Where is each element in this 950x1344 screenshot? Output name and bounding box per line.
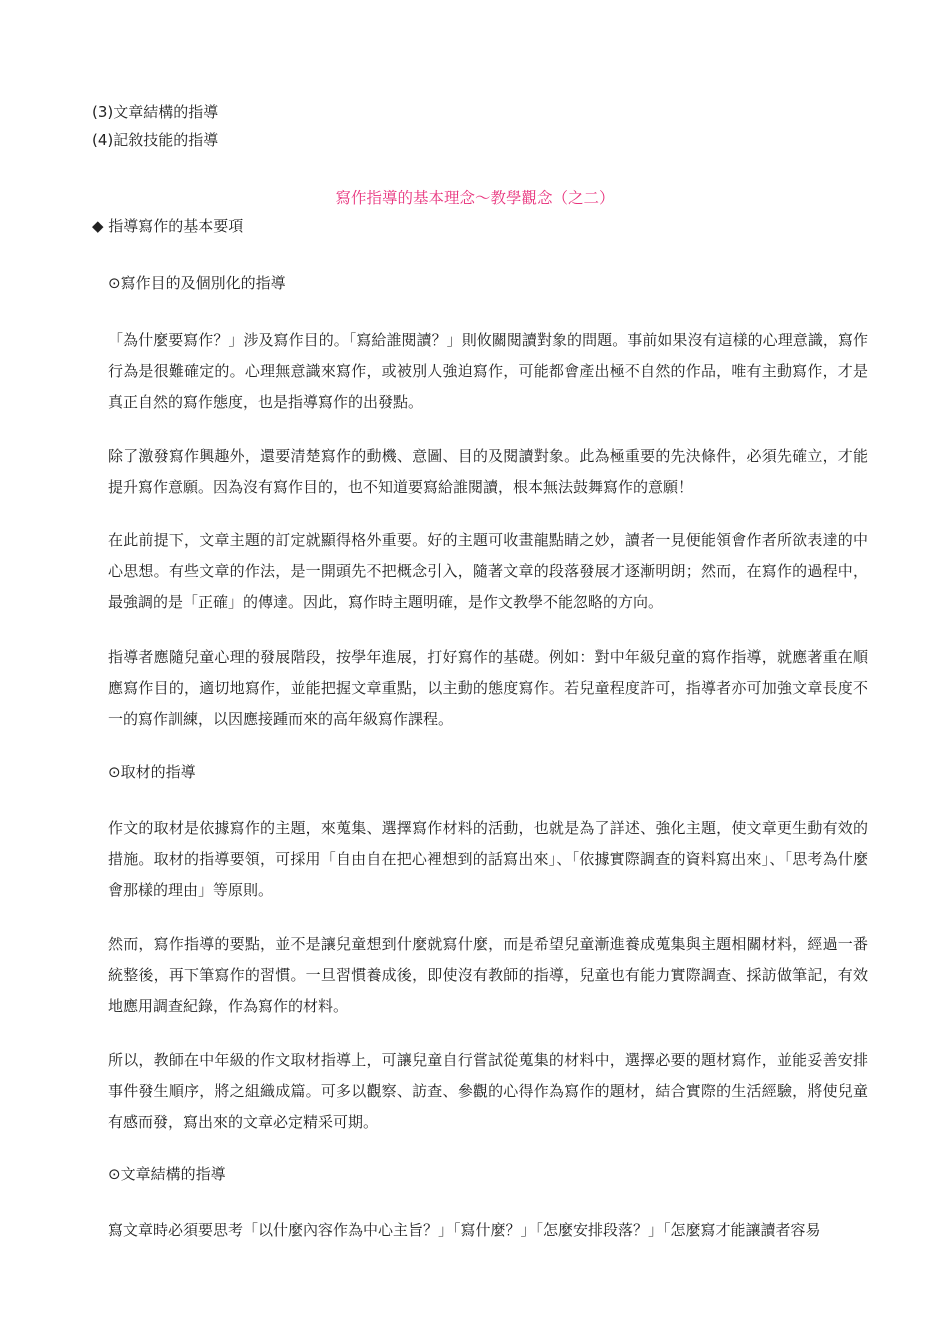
paragraph: 「為什麼要寫作？」涉及寫作目的。「寫給誰閱讀？」則攸關閱讀對象的問題。事前如果沒有這樣的心理意識，寫作行為是很難確定的。心理無意識來寫作，或被別人強迫寫作，可能都會產出極不自然的作品，唯有主動寫作，才是真正自然的寫作態度，也是指導寫作的出發點。 bbox=[108, 331, 868, 411]
paragraph: 指導者應隨兒童心理的發展階段，按學年進展，打好寫作的基礎。例如：對中年級兒童的寫作指導，就應著重在順應寫作目的，適切地寫作，並能把握文章重點，以主動的態度寫作。若兒童程度許可，指導者亦可加強文章長度不一的寫作訓練，以因應接踵而來的高年級寫作課程。 bbox=[108, 648, 868, 728]
outline-item: (3)文章結構的指導 bbox=[92, 103, 219, 121]
subsection-heading: ⊙取材的指導 bbox=[108, 763, 196, 781]
subsection-heading: ⊙寫作目的及個別化的指導 bbox=[108, 274, 286, 292]
paragraph: 除了激發寫作興趣外，還要清楚寫作的動機、意圖、目的及閱讀對象。此為極重要的先決條件，必須先確立，才能提升寫作意願。因為沒有寫作目的，也不知道要寫給誰閱讀，根本無法鼓舞寫作的意願！ bbox=[108, 447, 868, 496]
section-title: 寫作指導的基本理念～教學觀念（之二） bbox=[335, 189, 615, 207]
paragraph: 然而，寫作指導的要點，並不是讓兒童想到什麼就寫什麼，而是希望兒童漸進養成蒐集與主題相關材料，經過一番統整後，再下筆寫作的習慣。一旦習慣養成後，即使沒有教師的指導，兒童也有能力實際調查、採訪做筆記，有效地應用調查紀錄，作為寫作的材料。 bbox=[108, 935, 868, 1015]
paragraph: 寫文章時必須要思考「以什麼內容作為中心主旨？」「寫什麼？」「怎麼安排段落？」「怎麼寫才能讓讀者容易 bbox=[108, 1221, 821, 1239]
paragraph: 作文的取材是依據寫作的主題，來蒐集、選擇寫作材料的活動，也就是為了詳述、強化主題，使文章更生動有效的措施。取材的指導要領，可採用「自由自在把心裡想到的話寫出來」、「依據實際調查的資料寫出來」、「思考為什麼會那樣的理由」等原則。 bbox=[108, 819, 868, 899]
outline-item: (4)記敘技能的指導 bbox=[92, 131, 219, 149]
subsection-heading: ⊙文章結構的指導 bbox=[108, 1165, 226, 1183]
paragraph: 所以，教師在中年級的作文取材指導上，可讓兒童自行嘗試從蒐集的材料中，選擇必要的題材寫作，並能妥善安排事件發生順序，將之組織成篇。可多以觀察、訪查、參觀的心得作為寫作的題材，結合實際的生活經驗，將使兒童有感而發，寫出來的文章必定精采可期。 bbox=[108, 1051, 868, 1131]
bullet-heading: ◆ 指導寫作的基本要項 bbox=[92, 217, 244, 235]
paragraph: 在此前提下，文章主題的訂定就顯得格外重要。好的主題可收畫龍點睛之妙，讀者一見便能領會作者所欲表達的中心思想。有些文章的作法，是一開頭先不把概念引入，隨著文章的段落發展才逐漸明朗；然而，在寫作的過程中，最強調的是「正確」的傳達。因此，寫作時主題明確，是作文教學不能忽略的方向。 bbox=[108, 531, 868, 611]
